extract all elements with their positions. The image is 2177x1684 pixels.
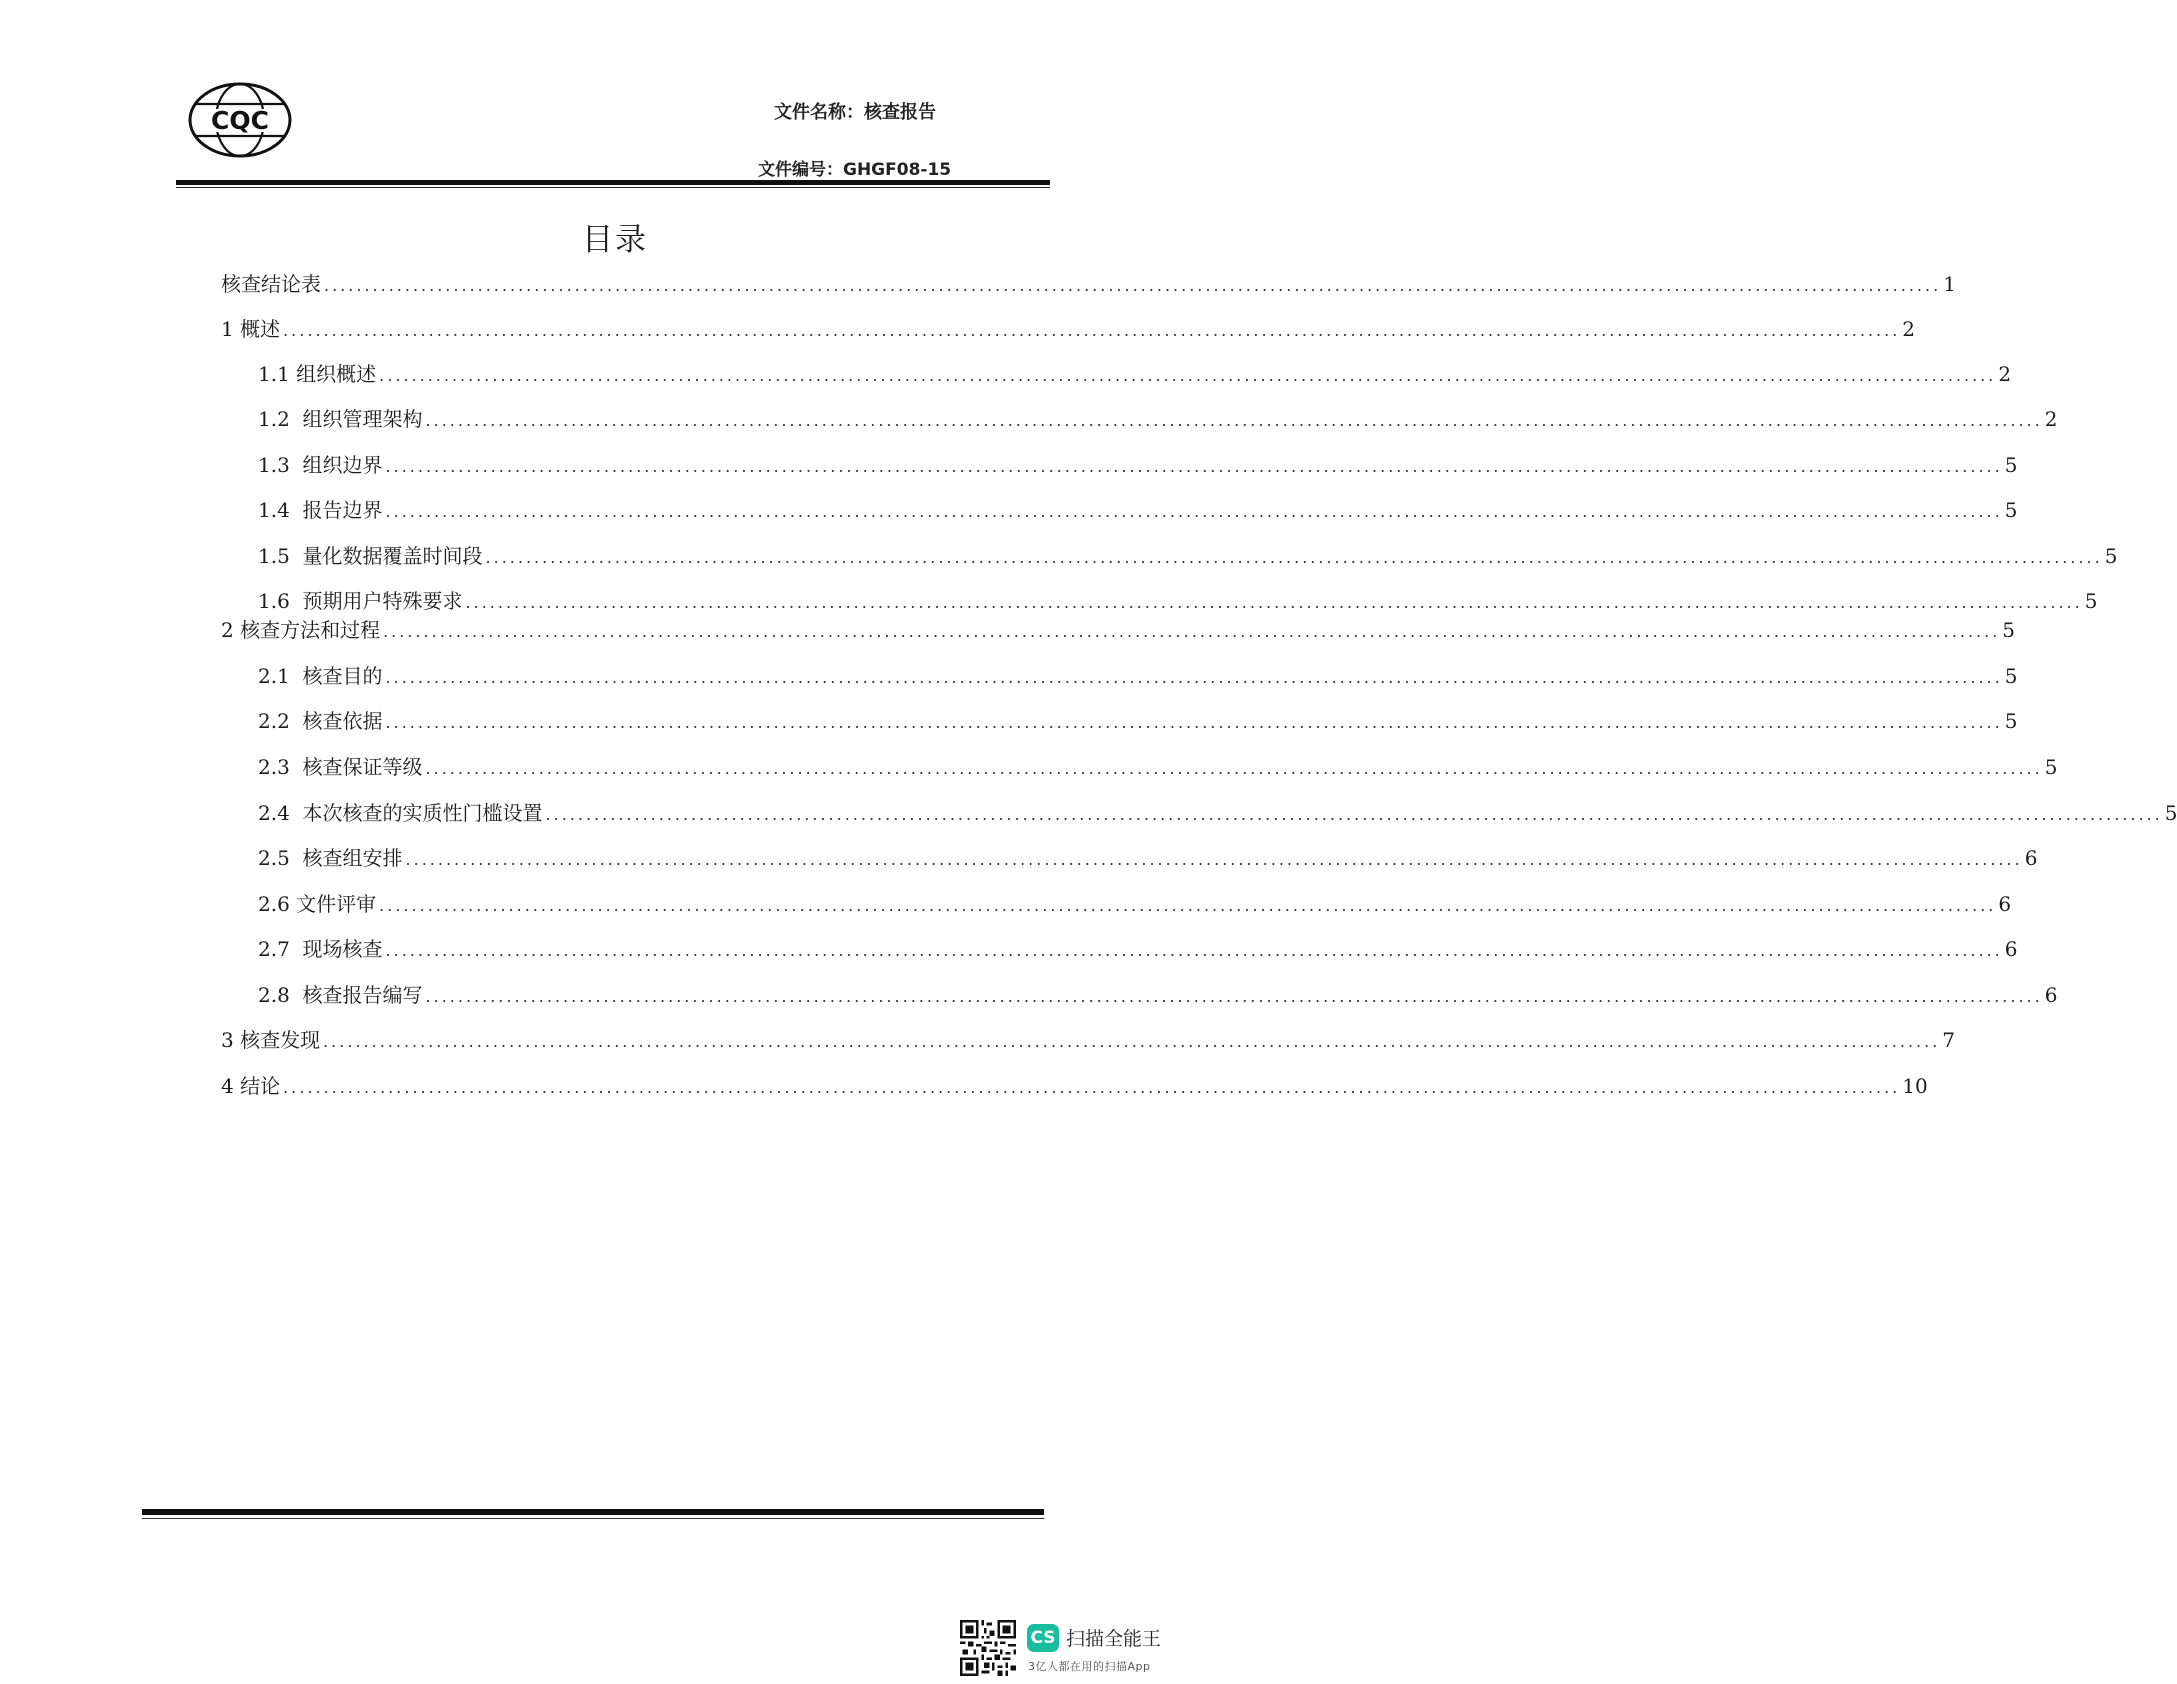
toc-entry-page: 5 — [2044, 755, 2058, 779]
toc-entry — [221, 617, 2016, 643]
toc-title: 目录 — [582, 222, 648, 258]
toc-entry-label: 2.6 文件评审 — [258, 892, 377, 916]
toc-entry-label: 2.1 核查目的 — [258, 664, 383, 688]
toc-leader-dots: ........................................................................................................................................................................................................ — [405, 850, 2023, 869]
toc-entry-page: 2 — [1902, 317, 1916, 341]
toc-leader-dots: ........................................................................................................................................................................................................ — [379, 366, 1997, 385]
toc-entry-label: 2.7 现场核查 — [258, 937, 383, 961]
toc-leader-dots: ........................................................................................................................................................................................................ — [385, 668, 2003, 687]
toc-entry-page: 7 — [1942, 1028, 1956, 1052]
header-rule — [176, 180, 1050, 185]
toc-entry-page: 10 — [1902, 1074, 1928, 1098]
toc-entry-page: 2 — [1998, 362, 2012, 386]
toc-entry-label: 1 概述 — [221, 317, 281, 341]
toc-entry-label: 2.8 核查报告编写 — [258, 983, 423, 1007]
cqc-logo — [188, 82, 293, 159]
toc-entry — [258, 452, 2018, 478]
camscanner-logo-icon: CS — [1027, 1624, 1059, 1652]
toc-leader-dots: ........................................................................................................................................................................................................ — [385, 941, 2003, 960]
toc-leader-dots: ........................................................................................................................................................................................................ — [425, 411, 2043, 430]
toc-entry — [258, 708, 2018, 734]
toc-entry — [258, 845, 2038, 871]
logo-text: CQC — [211, 106, 269, 135]
toc-leader-dots: ........................................................................................................................................................................................................ — [383, 622, 2001, 641]
toc-entry-page: 5 — [2004, 664, 2018, 688]
toc-entry-page: 1 — [1943, 272, 1956, 296]
toc-entry — [221, 1027, 1956, 1053]
toc-entry-label: 2.3 核查保证等级 — [258, 755, 423, 779]
toc-leader-dots: ........................................................................................................................................................................................................ — [425, 987, 2043, 1006]
document-name: 文件名称：核查报告 — [774, 102, 936, 123]
toc-entry — [258, 891, 2012, 917]
qr-code-icon — [960, 1620, 1016, 1676]
toc-leader-dots: ........................................................................................................................................................................................................ — [485, 548, 2103, 567]
toc-leader-dots: ........................................................................................................................................................................................................ — [465, 593, 2083, 612]
footer-rule-thin — [142, 1518, 1044, 1519]
toc-entry-page: 6 — [2044, 983, 2058, 1007]
toc-entry-page: 6 — [2024, 846, 2038, 870]
toc-leader-dots: ........................................................................................................................................................................................................ — [545, 805, 2163, 824]
toc-entry — [221, 1073, 1928, 1099]
toc-entry — [258, 754, 2058, 780]
toc-entry-label: 1.3 组织边界 — [258, 453, 383, 477]
toc-entry-page: 5 — [2104, 544, 2118, 568]
toc-leader-dots: ........................................................................................................................................................................................................ — [324, 276, 1942, 295]
toc-entry — [258, 497, 2018, 523]
toc-entry-label: 核查结论表 — [221, 272, 321, 296]
toc-entry-label: 2.5 核查组安排 — [258, 846, 403, 870]
toc-entry-label: 4 结论 — [221, 1074, 281, 1098]
toc-entry-label: 1.2 组织管理架构 — [258, 407, 423, 431]
toc-entry — [221, 271, 1956, 297]
toc-entry-label: 2.2 核查依据 — [258, 709, 383, 733]
toc-entry-label: 2.4 本次核查的实质性门槛设置 — [258, 801, 543, 825]
toc-entry — [258, 936, 2018, 962]
document-code: 文件编号：GHGF08-15 — [758, 160, 952, 180]
toc-leader-dots: ........................................................................................................................................................................................................ — [283, 1078, 1901, 1097]
toc-leader-dots: ........................................................................................................................................................................................................ — [323, 1032, 1941, 1051]
toc-entry — [258, 982, 2058, 1008]
toc-entry-page: 5 — [2084, 589, 2098, 613]
toc-entry-label: 3 核查发现 — [221, 1028, 321, 1052]
toc-entry-page: 5 — [2164, 801, 2177, 825]
app-name: 扫描全能王 — [1066, 1628, 1162, 1650]
toc-leader-dots: ........................................................................................................................................................................................................ — [385, 713, 2003, 732]
toc-entry-label: 1.1 组织概述 — [258, 362, 377, 386]
toc-leader-dots: ........................................................................................................................................................................................................ — [379, 896, 1997, 915]
toc-entry — [258, 800, 2177, 826]
toc-leader-dots: ........................................................................................................................................................................................................ — [385, 457, 2003, 476]
toc-entry-page: 5 — [2002, 618, 2016, 642]
toc-entry-page: 2 — [2044, 407, 2058, 431]
toc-entry — [258, 588, 2098, 614]
app-tagline: 3亿人都在用的扫描App — [1028, 1660, 1151, 1673]
toc-entry-label: 1.4 报告边界 — [258, 498, 383, 522]
toc-entry-label: 1.6 预期用户特殊要求 — [258, 589, 463, 613]
header-rule-thin — [176, 187, 1050, 188]
toc-entry — [221, 316, 1916, 342]
toc-entry-page: 5 — [2004, 498, 2018, 522]
toc-entry — [258, 361, 2012, 387]
toc-entry-page: 5 — [2004, 709, 2018, 733]
toc-entry-page: 6 — [2004, 937, 2018, 961]
toc-leader-dots: ........................................................................................................................................................................................................ — [283, 321, 1901, 340]
toc-entry-page: 5 — [2004, 453, 2018, 477]
toc-entry — [258, 406, 2058, 432]
toc-entry-page: 6 — [1998, 892, 2012, 916]
toc-leader-dots: ........................................................................................................................................................................................................ — [425, 759, 2043, 778]
footer-rule — [142, 1509, 1044, 1515]
toc-entry-label: 2 核查方法和过程 — [221, 618, 381, 642]
toc-entry-label: 1.5 量化数据覆盖时间段 — [258, 544, 483, 568]
toc-leader-dots: ........................................................................................................................................................................................................ — [385, 502, 2003, 521]
toc-entry — [258, 663, 2018, 689]
toc-entry — [258, 543, 2118, 569]
